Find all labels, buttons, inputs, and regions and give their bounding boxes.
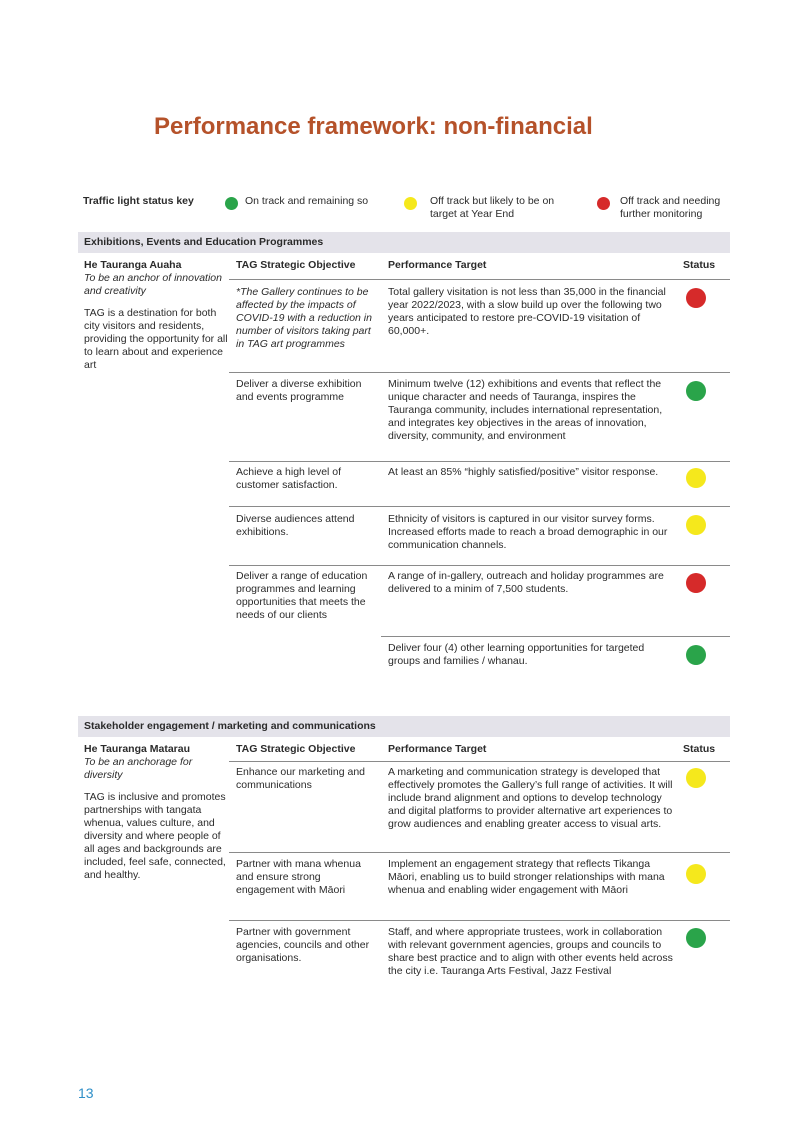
table-row-target: Staff, and where appropriate trustees, work in collaboration with relevant government agencies, groups and councils to share best practice and to align with other events held across the city i.e. Tauranga Arts Festival, Jazz Festival: [388, 926, 673, 977]
section-left-column: [84, 259, 229, 372]
traffic-key-red-text: Off track and needing further monitoring: [620, 195, 721, 220]
section-bar-stakeholder: Stakeholder engagement / marketing and communications: [78, 716, 730, 737]
status-red-icon: [686, 288, 706, 308]
section-left-subtitle: To be an anchorage for diversity: [84, 756, 193, 781]
column-header-status: Status: [683, 259, 716, 271]
column-header-target: Performance Target: [388, 259, 487, 271]
table-row-target: Implement an engagement strategy that reflects Tikanga Māori, enabling us to build stronger relationships with mana whenua and enabling wider engagement with Māori: [388, 858, 665, 896]
red-dot-icon: [597, 197, 610, 210]
traffic-key-green-text: On track and remaining so: [245, 195, 369, 207]
divider: [229, 461, 730, 462]
section-left-column: [84, 743, 229, 882]
table-row-objective: Partner with government agencies, councils and other organisations.: [236, 926, 370, 964]
table-row-objective: Achieve a high level of customer satisfaction.: [236, 466, 342, 491]
table-row-objective: Partner with mana whenua and ensure strong engagement with Māori: [236, 858, 361, 896]
table-row-target: Ethnicity of visitors is captured in our visitor survey forms. Increased efforts made to reach a broad demographic in our communication channels.: [388, 513, 668, 551]
status-red-icon: [686, 573, 706, 593]
divider: [229, 852, 730, 853]
page-title: Performance framework: non-financial: [154, 113, 593, 140]
table-row-target: Deliver four (4) other learning opportunities for targeted groups and families / whanau.: [388, 642, 645, 667]
divider: [229, 761, 730, 762]
table-row-target: Total gallery visitation is not less than 35,000 in the financial year 2022/2023, with a slow build up over the following two years anticipated to restore pre-COVID-19 visitation of 60,000+.: [388, 286, 666, 337]
divider: [229, 565, 730, 566]
table-row-target: A range of in-gallery, outreach and holiday programmes are delivered to a minim of 7,500 students.: [388, 570, 664, 595]
column-header-status: Status: [683, 743, 716, 755]
divider: [229, 279, 730, 280]
traffic-key-label: Traffic light status key: [83, 195, 194, 207]
column-header-objective: TAG Strategic Objective: [236, 743, 356, 755]
section-bar-exhibitions: Exhibitions, Events and Education Programmes: [78, 232, 730, 253]
section-left-heading: He Tauranga Auaha: [84, 259, 182, 271]
table-row-objective: Enhance our marketing and communications: [236, 766, 365, 791]
traffic-key-yellow-text: Off track but likely to be on target at Year End: [430, 195, 555, 220]
section-left-subtitle: To be an anchor of innovation and creativity: [84, 272, 222, 297]
table-row-objective: Diverse audiences attend exhibitions.: [236, 513, 355, 538]
table-row-target: At least an 85% “highly satisfied/positive” visitor response.: [388, 466, 659, 478]
table-row-target: A marketing and communication strategy is developed that effectively promotes the Gallery’s full range of activities. It will include brand alignment and options to develop technology and digital platforms to provider alternative art experiences to grow audiences and enabling greater access to visual arts.: [388, 766, 673, 830]
page-number: 13: [78, 1085, 94, 1101]
table-row-objective: *The Gallery continues to be affected by the impacts of COVID-19 with a reduction in number of visitors taking part in TAG art programmes: [236, 286, 372, 350]
column-header-objective: TAG Strategic Objective: [236, 259, 356, 271]
yellow-dot-icon: [404, 197, 417, 210]
status-yellow-icon: [686, 864, 706, 884]
column-header-target: Performance Target: [388, 743, 487, 755]
section-left-description: TAG is a destination for both city visitors and residents, providing the opportunity for all to learn about and experience art: [84, 307, 228, 371]
divider: [229, 920, 730, 921]
status-yellow-icon: [686, 515, 706, 535]
table-row-objective: Deliver a diverse exhibition and events programme: [236, 378, 362, 403]
status-green-icon: [686, 381, 706, 401]
status-green-icon: [686, 645, 706, 665]
divider: [229, 372, 730, 373]
table-row-objective: Deliver a range of education programmes and learning opportunities that meets the needs of our clients: [236, 570, 368, 621]
status-yellow-icon: [686, 468, 706, 488]
section-left-description: TAG is inclusive and promotes partnerships with tangata whenua, values culture, and diversity and where people of all ages and backgrounds are included, feel safe, connected, and healthy.: [84, 791, 226, 881]
divider: [229, 506, 730, 507]
status-green-icon: [686, 928, 706, 948]
section-left-heading: He Tauranga Matarau: [84, 743, 190, 755]
status-yellow-icon: [686, 768, 706, 788]
table-row-target: Minimum twelve (12) exhibitions and events that reflect the unique character and needs of Tauranga, inspires the Tauranga community, includes international representation, and integrates key objectives in the areas of innovation, diversity, community, and environment: [388, 378, 663, 442]
divider: [381, 636, 730, 637]
green-dot-icon: [225, 197, 238, 210]
